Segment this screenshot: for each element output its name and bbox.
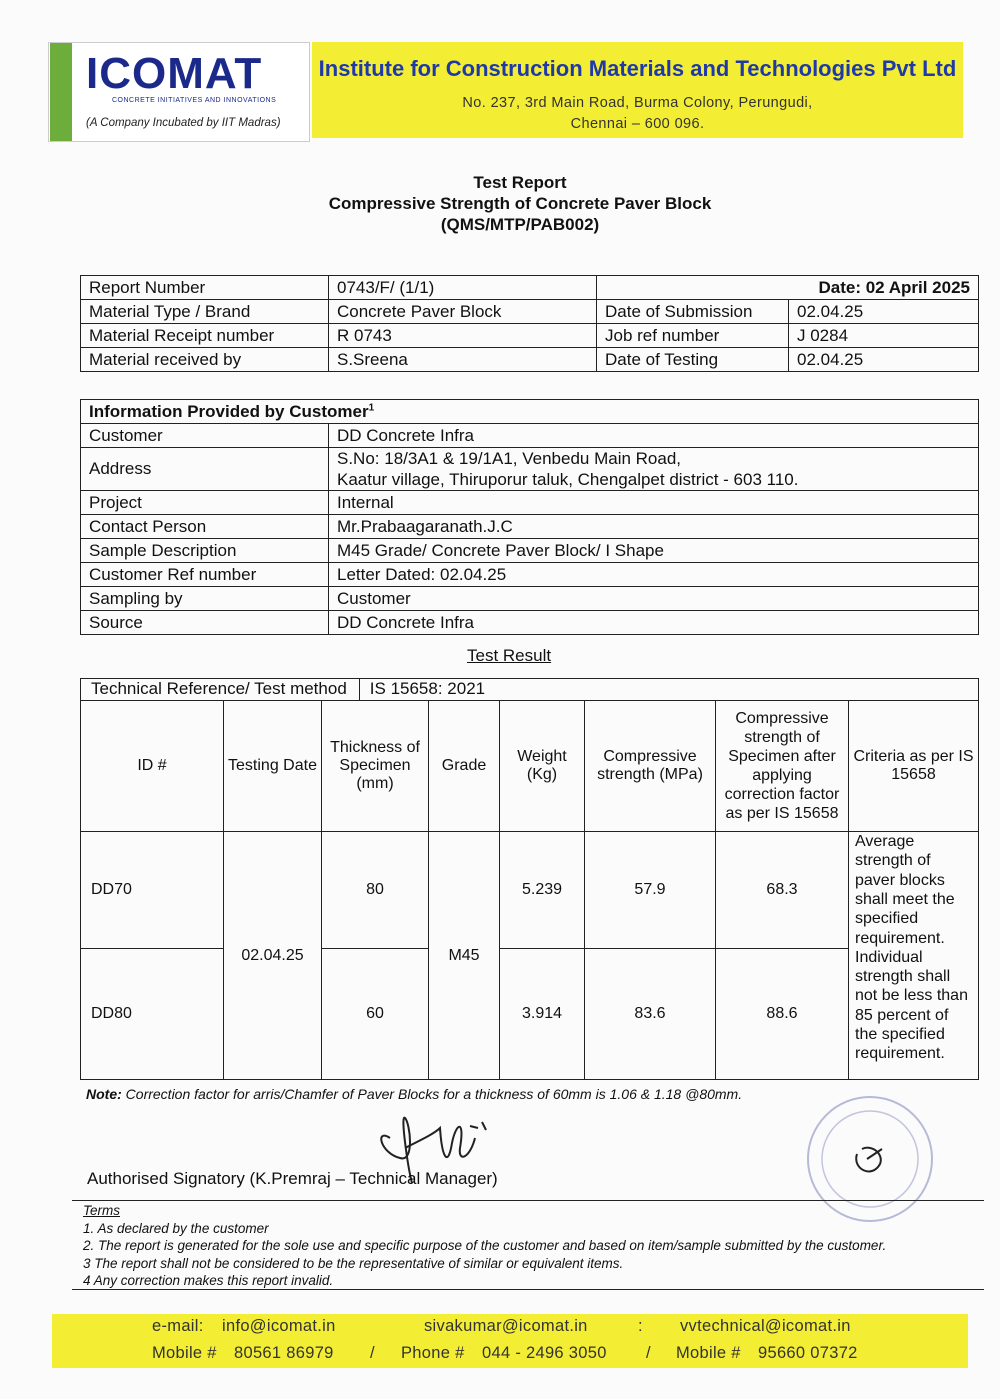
header-thickness: Thickness of Specimen (mm) — [322, 701, 429, 832]
mobile-number-1: 80561 86979 — [234, 1344, 334, 1362]
phone-number: 044 - 2496 3050 — [482, 1344, 607, 1362]
report-number-label: Report Number — [81, 276, 329, 300]
note: Note: Correction factor for arris/Chamfer of Paver Blocks for a thickness of 60mm is 1.06 & 1.18 @80mm. — [86, 1086, 743, 1102]
logo-subtitle: CONCRETE INITIATIVES AND INNOVATIONS — [112, 97, 277, 104]
table-row — [81, 587, 979, 611]
table-row — [81, 563, 979, 587]
row-id: DD70 — [81, 832, 224, 949]
date-submission: 02.04.25 — [789, 300, 979, 324]
grade: M45 — [429, 832, 500, 1080]
material-type-label: Material Type / Brand — [81, 300, 329, 324]
customer-value: DD Concrete Infra — [329, 424, 979, 448]
date-submission-label: Date of Submission — [597, 300, 789, 324]
date-testing-label: Date of Testing — [597, 348, 789, 372]
mobile-number-2: 95660 07372 — [758, 1344, 858, 1362]
mobile-label-2: Mobile # — [676, 1344, 741, 1362]
email-vvtechnical-link[interactable]: vvtechnical@icomat.in — [680, 1317, 851, 1335]
org-address-line1: No. 237, 3rd Main Road, Burma Colony, Perungudi, — [462, 95, 813, 111]
table-row — [81, 400, 979, 424]
date-testing: 02.04.25 — [789, 348, 979, 372]
org-name: Institute for Construction Materials and Technologies Pvt Ltd — [318, 56, 957, 81]
report-date: Date: 02 April 2025 — [597, 276, 979, 300]
sample-desc-value: M45 Grade/ Concrete Paver Block/ I Shape — [329, 539, 979, 563]
signatory-label: Authorised Signatory (K.Premraj – Technical Manager) — [87, 1169, 498, 1188]
table-row — [81, 832, 979, 949]
terms-item: 2. The report is generated for the sole use and specific purpose of the customer and based on item/sample submitted by the customer. — [83, 1238, 887, 1253]
row-corrected: 68.3 — [716, 832, 849, 949]
table-row — [81, 491, 979, 515]
logo-text: ICOMAT — [86, 49, 263, 98]
header-testing-date: Testing Date — [224, 701, 322, 832]
table-row — [81, 701, 979, 832]
header-grade: Grade — [429, 701, 500, 832]
header-corrected: Compressive strength of Specimen after applying correction factor as per IS 15658 — [716, 701, 849, 832]
report-title — [0, 172, 1000, 235]
org-address — [312, 93, 963, 135]
job-ref-label: Job ref number — [597, 324, 789, 348]
title-line1: Test Report — [473, 173, 567, 192]
separator: / — [646, 1344, 651, 1362]
received-by-label: Material received by — [81, 348, 329, 372]
project-label: Project — [81, 491, 329, 515]
row-weight: 5.239 — [500, 832, 585, 949]
header-criteria: Criteria as per IS 15658 — [849, 701, 979, 832]
title-line2: Compressive Strength of Concrete Paver Block — [328, 194, 712, 213]
terms-item: 1. As declared by the customer — [83, 1220, 269, 1236]
customer-info-table — [80, 399, 979, 635]
sampling-label: Sampling by — [81, 587, 329, 611]
table-row — [81, 448, 979, 491]
email-sivakumar-link[interactable]: sivakumar@icomat.in — [424, 1317, 588, 1335]
logo-green-bar — [50, 43, 72, 141]
header-compressive: Compressive strength (MPa) — [585, 701, 716, 832]
header-weight: Weight (Kg) — [500, 701, 585, 832]
address-value: S.No: 18/3A1 & 19/1A1, Venbedu Main Road, Kaatur village, Thiruporur taluk, Chengalpet district - 603 110. — [329, 448, 979, 491]
material-type: Concrete Paver Block — [329, 300, 597, 324]
testing-date: 02.04.25 — [224, 832, 322, 1080]
customer-label: Customer — [81, 424, 329, 448]
customer-ref-label: Customer Ref number — [81, 563, 329, 587]
report-number: 0743/F/ (1/1) — [329, 276, 597, 300]
row-thickness: 60 — [322, 949, 429, 1080]
table-row — [81, 300, 979, 324]
header-id: ID # — [81, 701, 224, 832]
receipt-label: Material Receipt number — [81, 324, 329, 348]
sample-desc-label: Sample Description — [81, 539, 329, 563]
table-row — [81, 515, 979, 539]
phone-label: Phone # — [401, 1344, 465, 1362]
received-by: S.Sreena — [329, 348, 597, 372]
email-separator: : — [638, 1317, 643, 1335]
table-row — [81, 949, 979, 1080]
test-result-table — [80, 678, 979, 1080]
receipt-number: R 0743 — [329, 324, 597, 348]
sampling-value: Customer — [329, 587, 979, 611]
row-corrected: 88.6 — [716, 949, 849, 1080]
table-row — [81, 276, 979, 300]
row-compressive: 83.6 — [585, 949, 716, 1080]
source-label: Source — [81, 611, 329, 635]
test-result-label: Test Result — [467, 646, 552, 665]
tech-ref-divider — [347, 679, 360, 700]
table-row — [81, 539, 979, 563]
contact-label: Contact Person — [81, 515, 329, 539]
job-ref: J 0284 — [789, 324, 979, 348]
row-weight: 3.914 — [500, 949, 585, 1080]
mobile-label: Mobile # — [152, 1344, 217, 1362]
report-info-table — [80, 275, 979, 372]
row-thickness: 80 — [322, 832, 429, 949]
logo-tagline: (A Company Incubated by IIT Madras) — [86, 117, 281, 129]
terms-item: 3 The report shall not be considered to be the representative of similar or equivalent items. — [83, 1255, 624, 1271]
row-id: DD80 — [81, 949, 224, 1080]
source-value: DD Concrete Infra — [329, 611, 979, 635]
email-info-link[interactable]: info@icomat.in — [222, 1317, 336, 1335]
criteria-text: Average strength of paver blocks shall meet the specified requirement. Individual strength shall not be less than 85 percent of the specified requirement. — [849, 832, 979, 1080]
table-row — [81, 424, 979, 448]
tech-ref-row: Technical Reference/ Test method IS 15658: 2021 — [81, 679, 979, 701]
customer-ref-value: Letter Dated: 02.04.25 — [329, 563, 979, 587]
terms — [83, 1202, 886, 1290]
address-label: Address — [81, 448, 329, 491]
project-value: Internal — [329, 491, 979, 515]
title-line3: (QMS/MTP/PAB002) — [440, 215, 600, 234]
terms-heading: Terms — [83, 1203, 121, 1218]
contact-value: Mr.Prabaagaranath.J.C — [329, 515, 979, 539]
customer-info-heading: Information Provided by Customer$^1$ — [81, 400, 979, 424]
row-compressive: 57.9 — [585, 832, 716, 949]
table-row — [81, 348, 979, 372]
terms-item: 4 Any correction makes this report invalid. — [83, 1273, 334, 1288]
separator: / — [370, 1344, 375, 1362]
table-row — [81, 679, 979, 701]
email-label: e-mail: — [152, 1317, 204, 1335]
table-row — [81, 324, 979, 348]
org-address-line2: Chennai – 600 096. — [570, 116, 705, 132]
table-row — [81, 611, 979, 635]
